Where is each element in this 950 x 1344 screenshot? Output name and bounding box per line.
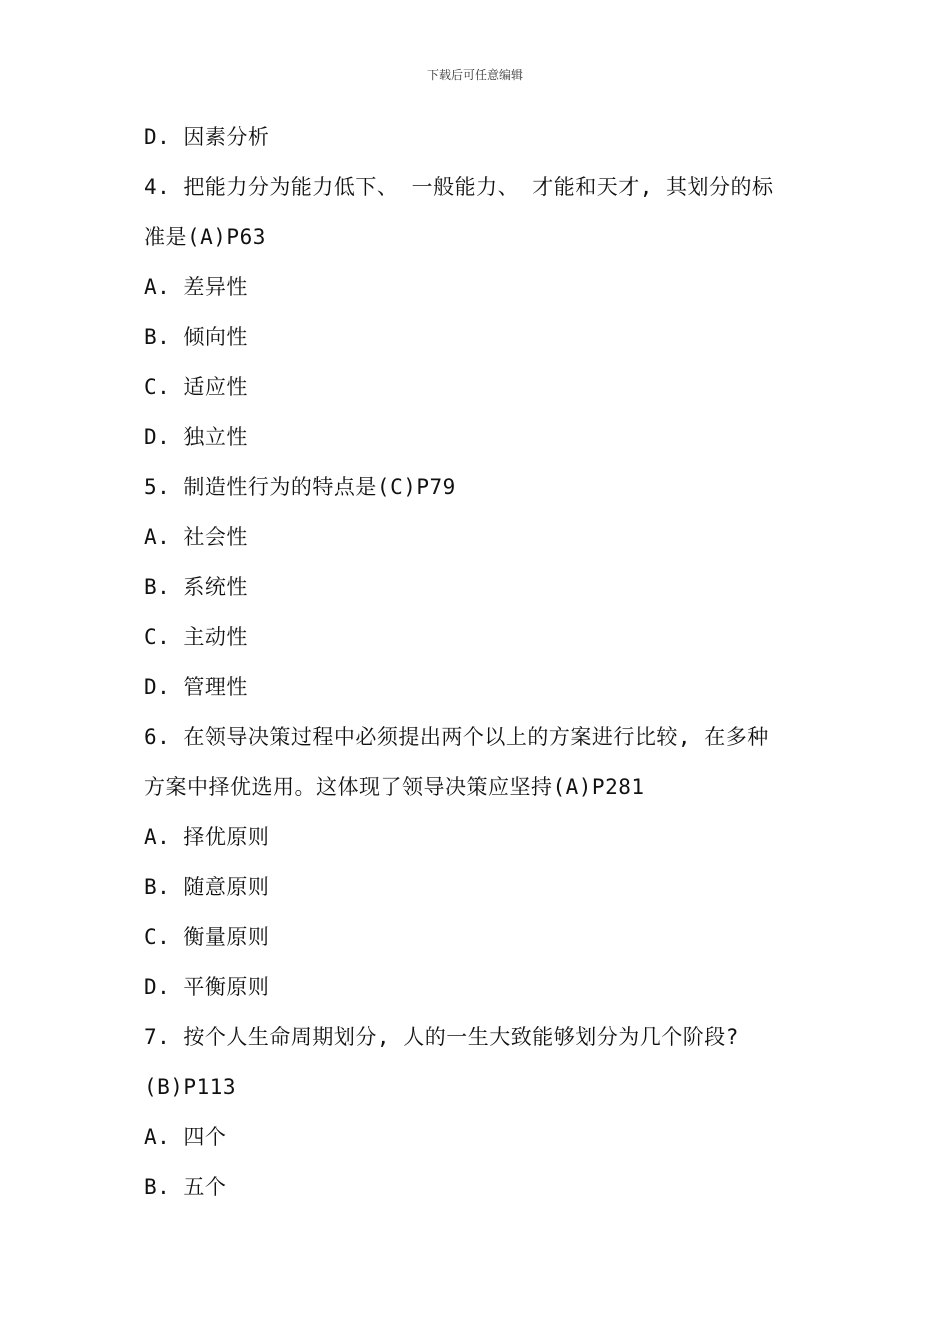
question-line: (B)P113	[144, 1075, 237, 1099]
option-line: B. 五个	[144, 1175, 227, 1199]
option-line: B. 随意原则	[144, 875, 270, 899]
option-line: B. 倾向性	[144, 325, 248, 349]
option-line: C. 适应性	[144, 375, 248, 399]
option-line: D. 管理性	[144, 675, 248, 699]
question-line: 方案中择优选用。这体现了领导决策应坚持(A)P281	[144, 775, 645, 799]
question-line: 6. 在领导决策过程中必须提出两个以上的方案进行比较, 在多种	[144, 725, 769, 749]
page-header: 下载后可任意编辑	[426, 68, 523, 82]
option-line: C. 衡量原则	[144, 925, 270, 949]
option-line: A. 四个	[144, 1125, 227, 1149]
question-line: 4. 把能力分为能力低下、 一般能力、 才能和天才, 其划分的标	[144, 175, 774, 199]
document-body	[144, 119, 814, 1219]
question-line: 7. 按个人生命周期划分, 人的一生大致能够划分为几个阶段?	[144, 1025, 739, 1049]
option-line: D. 平衡原则	[144, 975, 270, 999]
option-line: A. 择优原则	[144, 825, 270, 849]
option-line: A. 差异性	[144, 275, 248, 299]
option-line: C. 主动性	[144, 625, 248, 649]
question-line: 5. 制造性行为的特点是(C)P79	[144, 475, 456, 499]
option-line: D. 独立性	[144, 425, 248, 449]
option-line: A. 社会性	[144, 525, 248, 549]
option-line: B. 系统性	[144, 575, 248, 599]
question-line: 准是(A)P63	[144, 225, 266, 249]
option-line: D. 因素分析	[144, 125, 270, 149]
